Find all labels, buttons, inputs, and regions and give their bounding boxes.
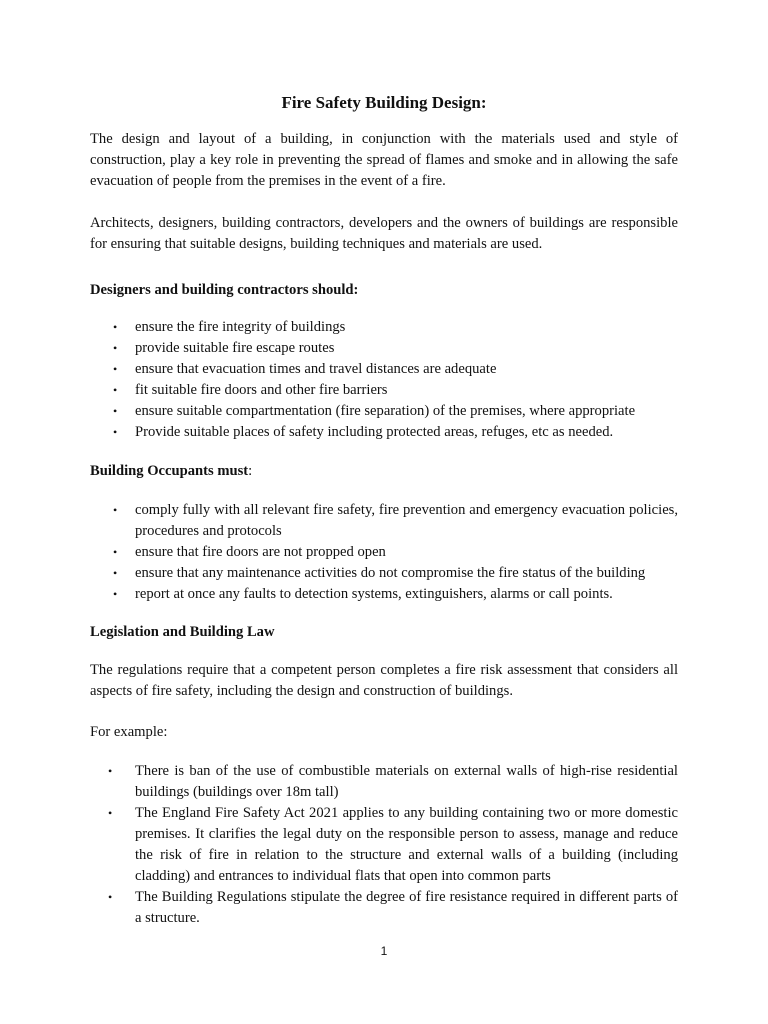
- list-item-text: ensure the fire integrity of buildings: [135, 319, 346, 335]
- list-item-text: fit suitable fire doors and other fire barriers: [135, 382, 388, 398]
- list-item-text: provide suitable fire escape routes: [135, 340, 335, 356]
- list-item-text: comply fully with all relevant fire safety, fire prevention and emergency evacuation policies, procedures and protocols: [135, 502, 678, 539]
- bullet-icon: •: [108, 764, 113, 778]
- intro-paragraph-2: Architects, designers, building contractors, developers and the owners of buildings are responsible for ensuring that suitable designs, building techniques and materials are used.: [90, 215, 678, 252]
- legislation-list: [90, 761, 678, 929]
- bullet-icon: •: [108, 890, 113, 904]
- example-label: For example:: [90, 724, 168, 740]
- list-item-text: Provide suitable places of safety including protected areas, refuges, etc as needed.: [135, 424, 614, 440]
- list-item-text: ensure suitable compartmentation (fire separation) of the premises, where appropriate: [135, 403, 636, 419]
- list-item: [90, 761, 678, 803]
- page-number: 1: [380, 944, 388, 958]
- bullet-icon: •: [113, 341, 118, 355]
- list-item: [90, 401, 678, 422]
- list-item-text: ensure that evacuation times and travel distances are adequate: [135, 361, 497, 377]
- list-item: [90, 584, 678, 605]
- list-item: [90, 500, 678, 542]
- bullet-icon: •: [113, 404, 118, 418]
- list-item: [90, 359, 678, 380]
- list-item-text: report at once any faults to detection systems, extinguishers, alarms or call points.: [135, 586, 613, 602]
- list-item: [90, 803, 678, 887]
- list-item: [90, 563, 678, 584]
- list-item: [90, 338, 678, 359]
- bullet-icon: •: [113, 383, 118, 397]
- bullet-icon: •: [108, 806, 113, 820]
- bullet-icon: •: [113, 362, 118, 376]
- occupants-heading-colon: :: [248, 463, 253, 479]
- list-item-text: There is ban of the use of combustible materials on external walls of high-rise residential buildings (buildings over 18m tall): [135, 763, 678, 800]
- bullet-icon: •: [113, 545, 118, 559]
- legislation-heading: Legislation and Building Law: [90, 624, 275, 640]
- list-item: [90, 542, 678, 563]
- bullet-icon: •: [113, 425, 118, 439]
- bullet-icon: •: [113, 587, 118, 601]
- list-item-text: ensure that fire doors are not propped open: [135, 544, 386, 560]
- list-item: [90, 380, 678, 401]
- list-item-text: The England Fire Safety Act 2021 applies to any building containing two or more domestic premises. It clarifies the legal duty on the responsible person to assess, manage and reduce the risk of fire in relation to the structure and external walls of a building (including cladding) and entrances to individual flats that open into common parts: [135, 805, 678, 884]
- occupants-list: [90, 500, 678, 605]
- intro-paragraph-1: The design and layout of a building, in conjunction with the materials used and style of construction, play a key role in preventing the spread of flames and smoke and in allowing the safe evacuation of people from the premises in the event of a fire.: [90, 131, 678, 189]
- occupants-heading-text: Building Occupants must: [90, 463, 249, 479]
- occupants-heading: [90, 461, 678, 482]
- list-item: [90, 317, 678, 338]
- bullet-icon: •: [113, 503, 118, 517]
- designers-heading: Designers and building contractors should:: [90, 282, 359, 298]
- bullet-icon: •: [113, 320, 118, 334]
- list-item: [90, 422, 678, 443]
- list-item: [90, 887, 678, 929]
- list-item-text: ensure that any maintenance activities do not compromise the fire status of the building: [135, 565, 646, 581]
- bullet-icon: •: [113, 566, 118, 580]
- designers-list: [90, 317, 678, 443]
- list-item-text: The Building Regulations stipulate the degree of fire resistance required in different parts of a structure.: [135, 889, 678, 926]
- legislation-paragraph: The regulations require that a competent person completes a fire risk assessment that considers all aspects of fire safety, including the design and construction of buildings.: [90, 662, 678, 699]
- document-title: Fire Safety Building Design:: [281, 93, 487, 112]
- document-body: [90, 92, 678, 929]
